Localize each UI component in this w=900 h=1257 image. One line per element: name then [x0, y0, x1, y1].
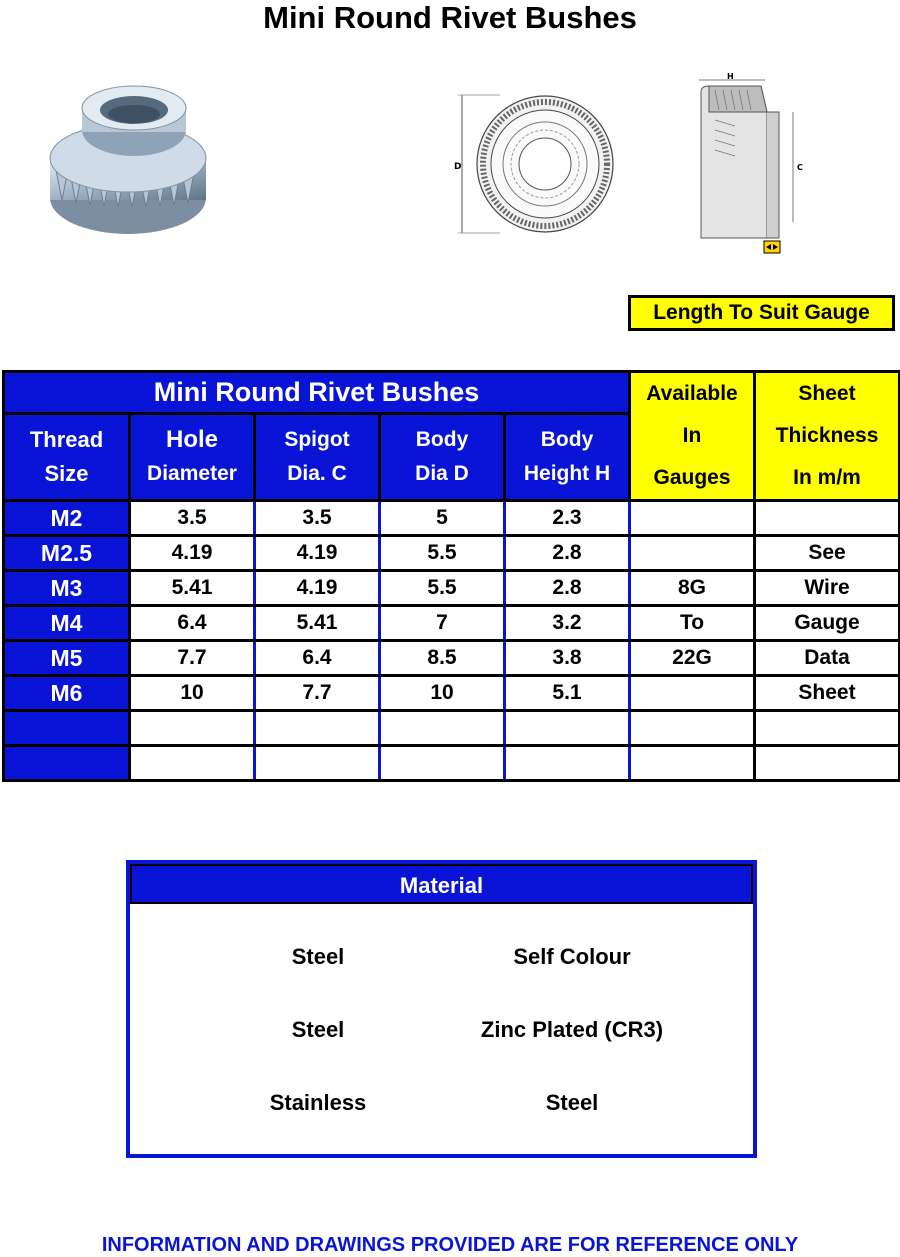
- material-finish: Self Colour: [513, 944, 631, 969]
- sheet-thickness-header: Sheet Thickness In m/m: [755, 372, 900, 501]
- page-title: Mini Round Rivet Bushes: [263, 0, 637, 35]
- body-height-cell: 3.8: [505, 641, 630, 676]
- sheet-thickness-cell: [755, 746, 900, 781]
- table-row: [4, 606, 900, 641]
- spigot-dia-cell: 4.19: [255, 571, 380, 606]
- body-dia-cell: 5.5: [380, 536, 505, 571]
- front-view-drawing: [450, 85, 620, 240]
- material-name: Stainless: [269, 1090, 367, 1115]
- body-dia-cell: 8.5: [380, 641, 505, 676]
- sheet-thickness-cell: Wire: [755, 571, 900, 606]
- sheet-thickness-cell: [755, 501, 900, 536]
- thread-size-cell: M3: [4, 571, 130, 606]
- gauge-cell: [630, 746, 755, 781]
- thread-size-cell: M6: [4, 676, 130, 711]
- sheet-thickness-cell: [755, 711, 900, 746]
- body-height-cell: 2.8: [505, 536, 630, 571]
- length-to-suit-gauge-label: Length To Suit Gauge: [628, 295, 895, 331]
- hole-diameter-cell: 5.41: [130, 571, 255, 606]
- table-row: [4, 501, 900, 536]
- spigot-dia-cell: 5.41: [255, 606, 380, 641]
- sheet-thickness-cell: Gauge: [755, 606, 900, 641]
- spigot-dia-cell: [255, 746, 380, 781]
- thread-size-cell: M5: [4, 641, 130, 676]
- gauge-cell: [630, 536, 755, 571]
- gauge-cell: To: [630, 606, 755, 641]
- rivet-bush-photo: [28, 78, 230, 250]
- reference-disclaimer: INFORMATION AND DRAWINGS PROVIDED ARE FOR REFERENCE ONLY: [101, 1234, 799, 1256]
- material-name: Steel: [291, 1017, 345, 1042]
- spigot-dia-cell: 3.5: [255, 501, 380, 536]
- gauge-cell: [630, 711, 755, 746]
- sheet-thickness-cell: Data: [755, 641, 900, 676]
- spigot-dia-cell: 6.4: [255, 641, 380, 676]
- thread-size-cell: [4, 711, 130, 746]
- table-title: Mini Round Rivet Bushes: [4, 372, 630, 414]
- body-height-cell: 5.1: [505, 676, 630, 711]
- column-header-body-height: Body Height H: [505, 413, 630, 500]
- available-gauges-header: Available In Gauges: [630, 372, 755, 501]
- spigot-dia-cell: 7.7: [255, 676, 380, 711]
- body-height-cell: 3.2: [505, 606, 630, 641]
- dim-c-label: C: [797, 163, 803, 172]
- table-row: [4, 571, 900, 606]
- column-header-hole-diameter: Hole Diameter: [130, 413, 255, 500]
- material-finish: Steel: [545, 1090, 599, 1115]
- body-dia-cell: 10: [380, 676, 505, 711]
- hole-diameter-cell: [130, 746, 255, 781]
- sheet-thickness-cell: Sheet: [755, 676, 900, 711]
- column-header-body-dia: Body Dia D: [380, 413, 505, 500]
- body-dia-cell: 5: [380, 501, 505, 536]
- side-view-drawing: [675, 72, 805, 262]
- material-panel: [126, 860, 757, 1158]
- material-finish: Zinc Plated (CR3): [480, 1017, 664, 1042]
- body-dia-cell: 7: [380, 606, 505, 641]
- column-header-thread-size: Thread Size: [4, 413, 130, 500]
- material-name: Steel: [291, 944, 345, 969]
- body-height-cell: [505, 711, 630, 746]
- gauge-cell: [630, 676, 755, 711]
- table-row: [4, 711, 900, 746]
- hole-diameter-cell: 10: [130, 676, 255, 711]
- thread-size-cell: M2: [4, 501, 130, 536]
- body-height-cell: [505, 746, 630, 781]
- gauge-cell: [630, 501, 755, 536]
- thread-size-cell: M4: [4, 606, 130, 641]
- body-dia-cell: 5.5: [380, 571, 505, 606]
- table-row: [4, 676, 900, 711]
- spigot-dia-cell: [255, 711, 380, 746]
- thread-size-cell: [4, 746, 130, 781]
- hole-diameter-cell: 4.19: [130, 536, 255, 571]
- table-row: [4, 641, 900, 676]
- gauge-cell: 22G: [630, 641, 755, 676]
- spec-table: [2, 370, 900, 782]
- hole-diameter-cell: 6.4: [130, 606, 255, 641]
- body-dia-cell: [380, 711, 505, 746]
- sheet-thickness-cell: See: [755, 536, 900, 571]
- thread-size-cell: M2.5: [4, 536, 130, 571]
- hole-diameter-cell: [130, 711, 255, 746]
- dim-d-label: D: [454, 162, 462, 172]
- hole-diameter-cell: 3.5: [130, 501, 255, 536]
- hole-diameter-cell: 7.7: [130, 641, 255, 676]
- material-header: Material: [130, 864, 753, 904]
- body-height-cell: 2.3: [505, 501, 630, 536]
- table-row: [4, 536, 900, 571]
- dim-h-label: H: [727, 72, 734, 81]
- spigot-dia-cell: 4.19: [255, 536, 380, 571]
- body-height-cell: 2.8: [505, 571, 630, 606]
- gauge-cell: 8G: [630, 571, 755, 606]
- body-dia-cell: [380, 746, 505, 781]
- column-header-spigot-dia: Spigot Dia. C: [255, 413, 380, 500]
- table-row: [4, 746, 900, 781]
